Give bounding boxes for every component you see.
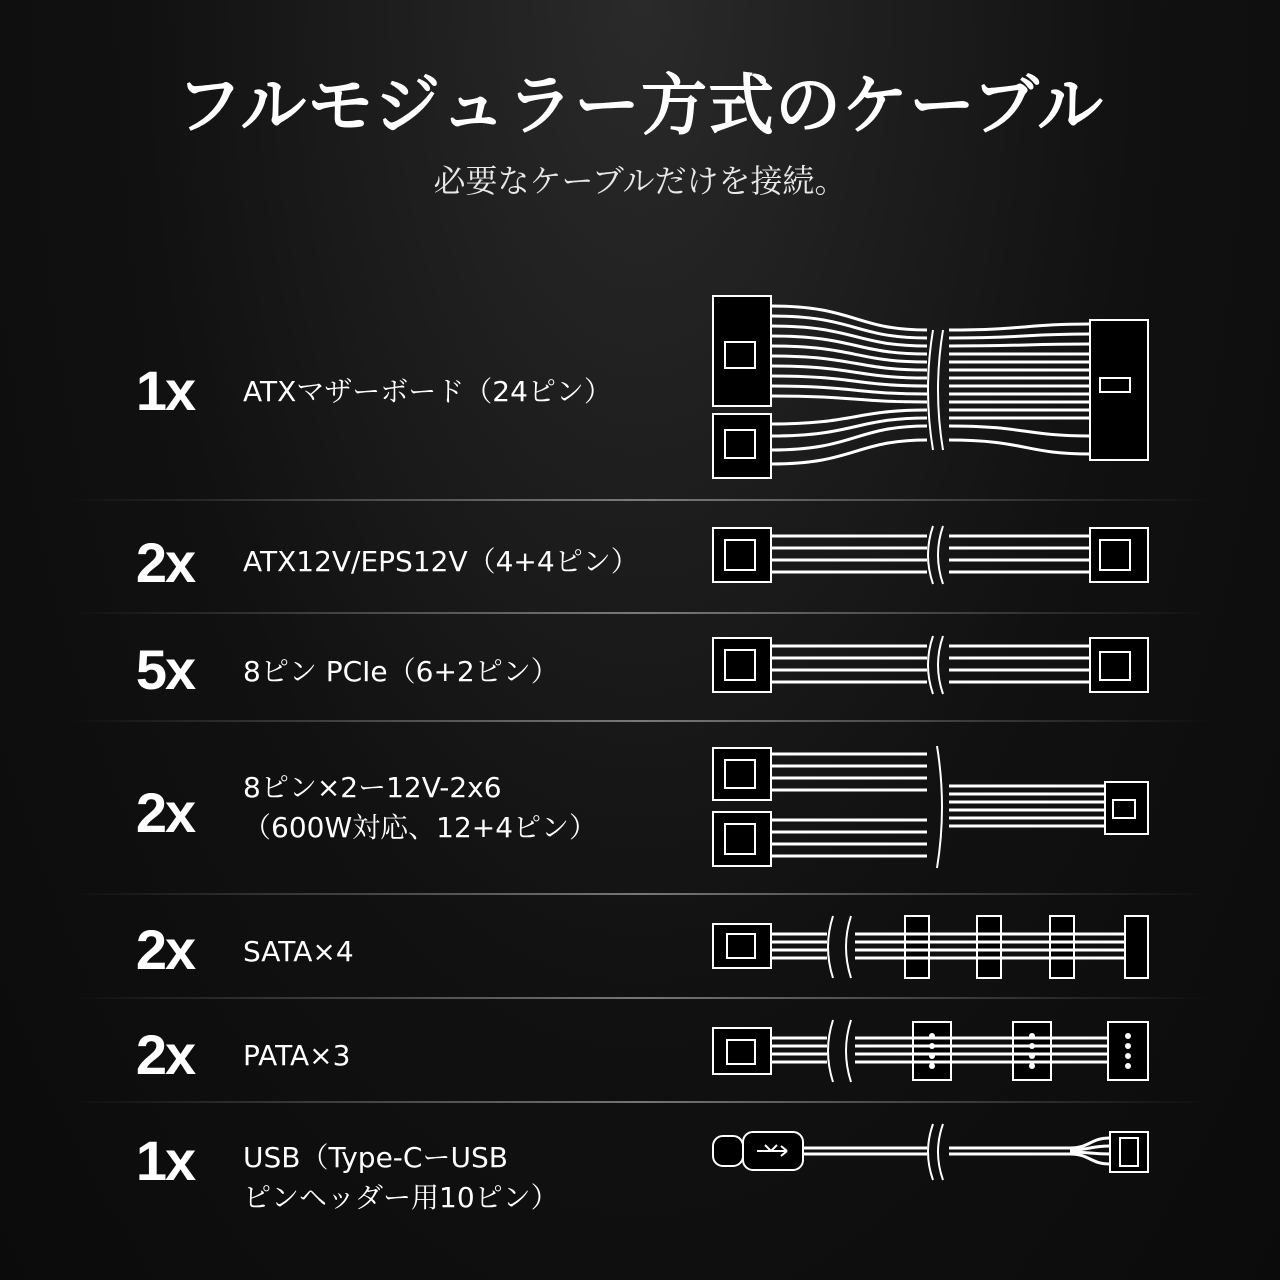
cable-label-line1: USB（Type-CーUSB — [243, 1141, 508, 1174]
eps-cable-icon — [705, 522, 1155, 588]
sata-cable-icon — [705, 912, 1155, 982]
cable-label-line2: （600W対応、12+4ピン） — [243, 811, 598, 844]
cable-label-pata: PATA×3 — [243, 1039, 351, 1072]
row-divider — [70, 997, 1210, 999]
usb-cable-icon — [705, 1120, 1155, 1184]
page-subtitle: 必要なケーブルだけを接続。 — [433, 162, 847, 200]
page-title: フルモジュラー方式のケーブル — [175, 67, 1105, 144]
12v-2x6-cable-icon — [705, 742, 1155, 872]
cable-label-pcie: 8ピン PCIe（6+2ピン） — [243, 655, 559, 688]
cable-qty-usb: 1x — [135, 1129, 195, 1192]
row-divider — [70, 720, 1210, 722]
cable-qty-12v2x6: 2x — [135, 781, 195, 844]
atx-24pin-cable-icon — [705, 290, 1155, 485]
cable-label-line1: 8ピン×2ー12V-2x6 — [243, 771, 502, 804]
cable-label-line2: ピンヘッダー用10ピン） — [243, 1181, 559, 1214]
cable-qty-sata: 2x — [135, 918, 195, 981]
cable-qty-atx: 1x — [135, 359, 195, 422]
cable-qty-eps: 2x — [135, 531, 195, 594]
cable-label-usb — [243, 1138, 559, 1218]
cable-label-eps: ATX12V/EPS12V（4+4ピン） — [243, 545, 639, 578]
pata-cable-icon — [705, 1016, 1155, 1086]
cable-label-atx: ATXマザーボード（24ピン） — [243, 375, 612, 408]
pcie-cable-icon — [705, 632, 1155, 698]
cable-label-12v2x6 — [243, 768, 597, 848]
cable-qty-pcie: 5x — [135, 638, 195, 701]
cable-label-sata: SATA×4 — [243, 935, 354, 968]
row-divider — [70, 499, 1210, 501]
row-divider — [70, 893, 1210, 895]
cable-qty-pata: 2x — [135, 1023, 195, 1086]
row-divider — [70, 612, 1210, 614]
row-divider — [70, 1101, 1210, 1103]
